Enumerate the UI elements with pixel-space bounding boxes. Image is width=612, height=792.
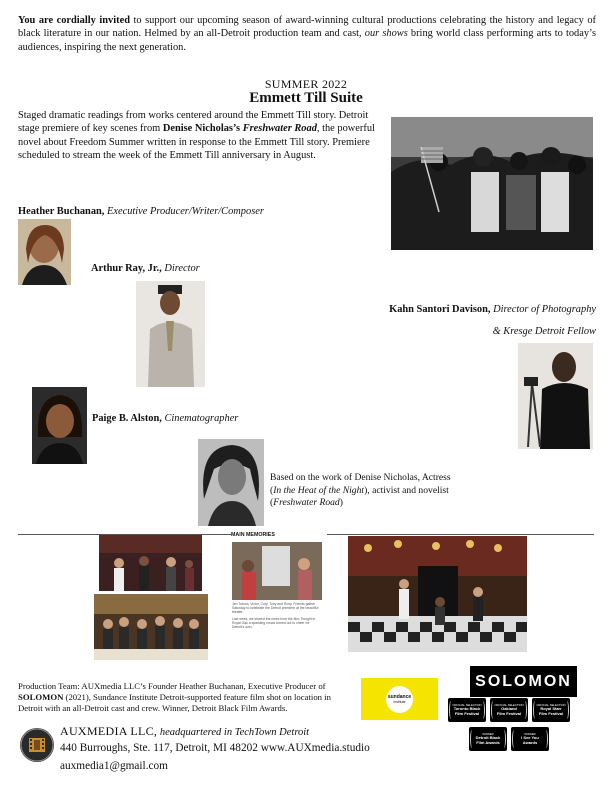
auxmedia-email: auxmedia1@gmail.com	[60, 760, 168, 772]
desc-book-title: Freshwater Road	[242, 123, 317, 135]
auxmedia-logo	[20, 728, 54, 762]
credit-ray: Arthur Ray, Jr., Director	[91, 263, 200, 274]
suite-description	[18, 109, 390, 163]
laurel-line1: OFFICIAL SELECTION	[452, 702, 482, 707]
laurel-badges	[448, 698, 598, 754]
intro-lead: You are cordially invited	[18, 15, 130, 26]
march-photo-illustration	[391, 117, 593, 250]
sundance-label: sundance	[387, 694, 412, 700]
laurel-left-icon	[512, 730, 516, 748]
laurel-right-icon	[565, 701, 569, 719]
event-photo-1	[99, 535, 202, 591]
civil-rights-march-photo	[391, 117, 593, 250]
suite-title: Emmett Till Suite	[249, 90, 363, 106]
clipping-caption-2: Last week, we shared the news from the film; Tonight in Royal Oak a sparkling crowd turned out to cheer for Detroit's own.	[232, 617, 316, 630]
laurel-right-icon	[481, 701, 485, 719]
laurel-left-icon	[533, 701, 537, 719]
sundance-sun-icon	[386, 686, 413, 713]
credit-davison: Kahn Santori Davison, Director of Photography & Kresge Detroit Fellow	[389, 304, 596, 337]
laurel-left-icon	[470, 730, 474, 748]
newspaper-clipping	[231, 532, 327, 660]
sundance-badge	[361, 678, 438, 720]
intro-paragraph	[18, 14, 596, 54]
sundance-sub: institute	[393, 700, 406, 704]
laurel-line2: Toronto Black	[453, 706, 481, 712]
season-label: SUMMER 2022	[264, 77, 348, 91]
auxmedia-name-line: AUXMEDIA LLC, headquartered in TechTown Detroit	[60, 724, 310, 738]
laurel-line1: OFFICIAL SELECTION	[536, 702, 566, 707]
laurel-badge	[448, 698, 486, 722]
production-team-note: Production Team: AUXmedia LLC’s Founder Heather Buchanan, Executive Producer of SOLOMON (2021), Sundance Institute Detroit-supported feature film shot on location in Detroit with an all-Detroit cast and crew. Winner, Detroit Black Film Awards.	[18, 681, 331, 713]
laurel-right-icon	[502, 730, 506, 748]
laurel-right-icon	[544, 730, 548, 748]
alston-headshot	[32, 387, 87, 464]
laurel-line2: Royal Starr	[540, 706, 562, 712]
credit-nicholas: Based on the work of Denise Nicholas, Actress (In the Heat of the Night), activist and novelist (Freshwater Road)	[270, 472, 451, 509]
event-photo-2	[94, 594, 208, 660]
laurel-badge	[469, 727, 507, 751]
laurel-badge	[490, 698, 528, 722]
intro-italic: our shows	[364, 28, 408, 40]
laurel-left-icon	[449, 701, 453, 719]
laurel-line1: OFFICIAL SELECTION	[494, 702, 524, 707]
laurel-line3: Film Festival	[538, 710, 564, 716]
credit-buchanan: Heather Buchanan, Executive Producer/Writer/Composer	[18, 206, 264, 217]
desc-text-1: Staged dramatic readings from works centered around the Emmett Till story. Detroit stage premiere of key scenes from	[18, 110, 369, 135]
laurel-line2: I See You	[521, 735, 539, 741]
laurel-left-icon	[491, 701, 495, 719]
auxmedia-address: 440 Burroughs, Ste. 117, Detroit, MI 48202 www.AUXmedia.studio	[60, 742, 370, 754]
film-reel-icon	[20, 728, 54, 762]
clipping-header: MAIN MEMORIES	[231, 532, 275, 538]
desc-author: Denise Nicholas’s	[162, 123, 243, 135]
laurel-badge	[511, 727, 549, 751]
film-set-photo	[348, 536, 527, 652]
laurel-right-icon	[523, 701, 527, 719]
clipping-caption: Jen Tutrow, Victor, Cory, Tony and Roxy. Friends gather Saturday to celebrate the Detroit premiere at the beautiful theater.	[232, 602, 319, 615]
laurel-line1: WINNER	[482, 731, 494, 736]
laurel-line2: Oakland	[501, 706, 517, 712]
laurel-line3: Awards	[522, 739, 538, 745]
solomon-title: SOLOMON	[475, 672, 572, 690]
solomon-title-card	[470, 666, 577, 697]
ray-photo	[136, 281, 205, 387]
davison-photo	[518, 343, 593, 449]
laurel-line3: Film Festival	[496, 710, 522, 716]
laurel-line3: Film Awards	[476, 739, 500, 745]
buchanan-headshot	[18, 219, 71, 285]
desc-text-2: , the powerful novel about Freedom Summer written in response to the Emmett Till story. Premiere scheduled to stream the week of the Emmett Till anniversary in August.	[18, 123, 375, 162]
intro-text-2: bring world class performing arts to today’s audiences, inspiring the next generation.	[18, 28, 596, 53]
intro-text-1: to support our upcoming season of award-winning cultural productions celebrating the history and legacy of black literature in our nation. Helmed by an all-Detroit production team and cast,	[18, 15, 596, 40]
laurel-line3: Film Festival	[454, 710, 480, 716]
clipping-photo	[232, 542, 322, 600]
credit-alston: Paige B. Alston, Cinematographer	[92, 413, 239, 424]
laurel-line1: WINNER	[524, 731, 536, 736]
laurel-badge	[532, 698, 570, 722]
laurel-line2: Detroit Black	[475, 735, 501, 741]
nicholas-photo	[198, 439, 264, 526]
